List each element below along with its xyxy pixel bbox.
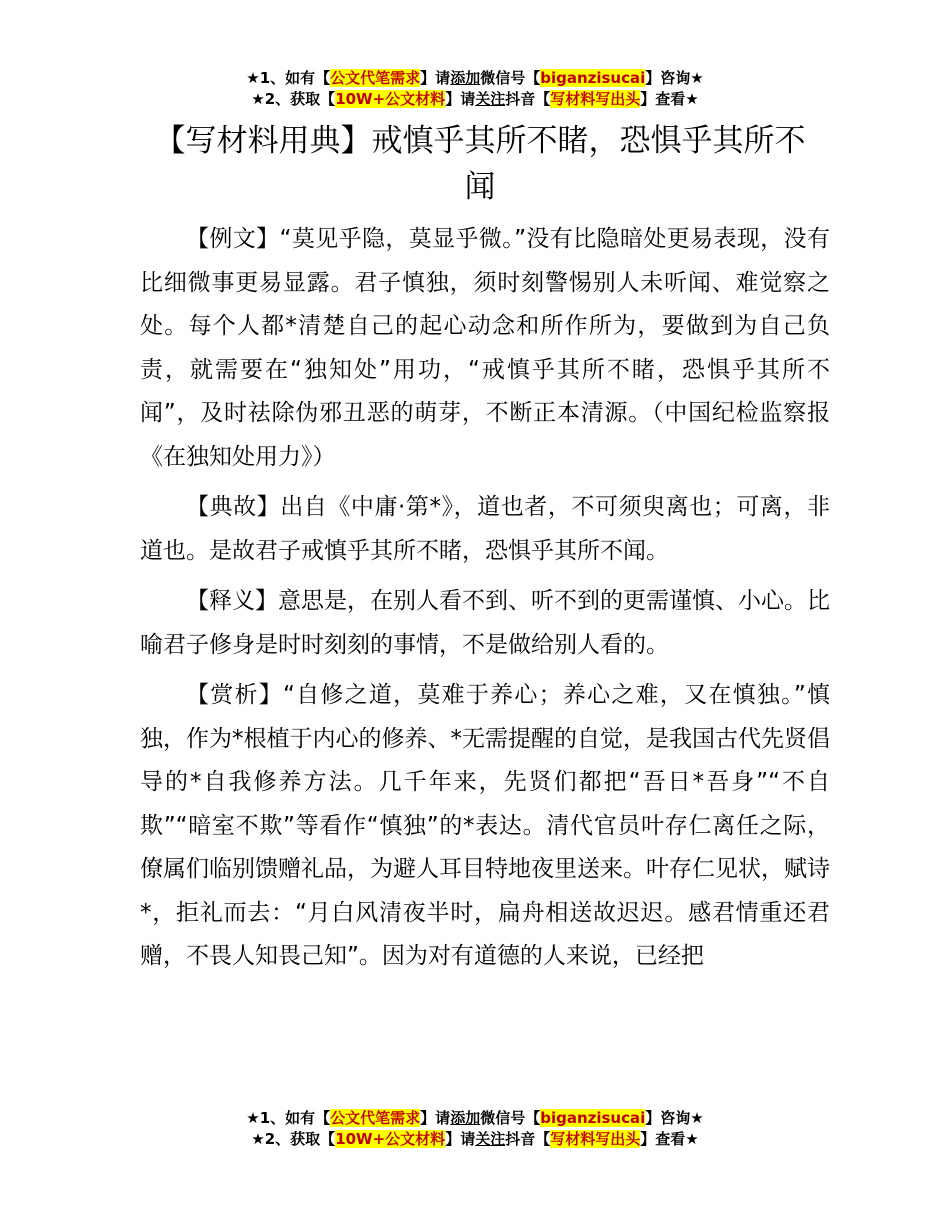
banner-text: ★2、获取【 [251, 90, 336, 108]
footer-banner [0, 1108, 950, 1150]
banner-text: 抖音【 [505, 1130, 551, 1148]
banner-text: 】咨询★ [645, 1109, 704, 1127]
document-title: 【写材料用典】戒慎乎其所不睹，恐惧乎其所不闻 [154, 123, 806, 205]
banner-text: 】请 [445, 90, 476, 108]
banner-text: ★1、如有【 [246, 69, 331, 87]
paragraph-meaning: 【释义】意思是，在别人看不到、听不到的更需谨慎、小心。比喻君子修身是时时刻刻的事情，不是做给别人看的。 [140, 588, 830, 658]
banner-text: 】查看★ [640, 1130, 699, 1148]
banner-text: 】查看★ [640, 90, 699, 108]
banner-highlight: biganzisucai [540, 1109, 646, 1127]
header-banner [0, 68, 950, 110]
banner-underlined: 添加 [450, 1109, 481, 1127]
banner-highlight: biganzisucai [540, 69, 646, 87]
paragraph-example: 【例文】“莫见乎隐，莫显乎微。”没有比隐暗处更易表现，没有比细微事更易显露。君子慎独，须时刻警惕别人未听闻、难觉察之处。每个人都*清楚自己的起心动念和所作所为，要做到为自己负责，就需要在“独知处”用功，“戒慎乎其所不睹，恐惧乎其所不闻”，及时祛除伪邪丑恶的萌芽，不断正本清源。（中国纪检监察报《在独知处用力》） [140, 226, 830, 470]
banner-text: 微信号【 [480, 69, 541, 87]
banner-text: ★1、如有【 [246, 1109, 331, 1127]
banner-underlined: 关注 [475, 1130, 506, 1148]
banner-line-2 [0, 1129, 950, 1150]
banner-text: 】请 [420, 1109, 451, 1127]
banner-highlight: 10W+公文材料 [335, 1130, 446, 1148]
banner-text: 微信号【 [480, 1109, 541, 1127]
banner-underlined: 关注 [475, 90, 506, 108]
banner-text: 】请 [420, 69, 451, 87]
paragraph-appreciation: 【赏析】“自修之道，莫难于养心；养心之难，又在慎独。”慎独，作为*根植于内心的修养、*无需提醒的自觉，是我国古代先贤倡导的*自我修养方法。几千年来，先贤们都把“吾日*吾身”“不自欺”“暗室不欺”等看作“慎独”的*表达。清代官员叶存仁离任之际，僚属们临别馈赠礼品，为避人耳目特地夜里送来。叶存仁见状，赋诗*，拒礼而去：“月白风清夜半时，扁舟相送故迟迟。感君情重还君赠，不畏人知畏己知”。因为对有道德的人来说，已经把 [140, 682, 830, 969]
banner-highlight: 写材料写出头 [550, 90, 641, 108]
banner-text: 】请 [445, 1130, 476, 1148]
banner-text: 】咨询★ [645, 69, 704, 87]
banner-line-1 [0, 68, 950, 89]
banner-highlight: 写材料写出头 [550, 1130, 641, 1148]
banner-line-2 [0, 89, 950, 110]
banner-line-1 [0, 1108, 950, 1129]
banner-highlight: 公文代笔需求 [330, 1109, 421, 1127]
paragraph-allusion: 【典故】出自《中庸·第*》，道也者，不可须臾离也；可离，非道也。是故君子戒慎乎其所不睹，恐惧乎其所不闻。 [140, 494, 830, 564]
banner-text: ★2、获取【 [251, 1130, 336, 1148]
banner-highlight: 公文代笔需求 [330, 69, 421, 87]
banner-highlight: 10W+公文材料 [335, 90, 446, 108]
document-body [140, 218, 830, 986]
banner-text: 抖音【 [505, 90, 551, 108]
banner-underlined: 添加 [450, 69, 481, 87]
